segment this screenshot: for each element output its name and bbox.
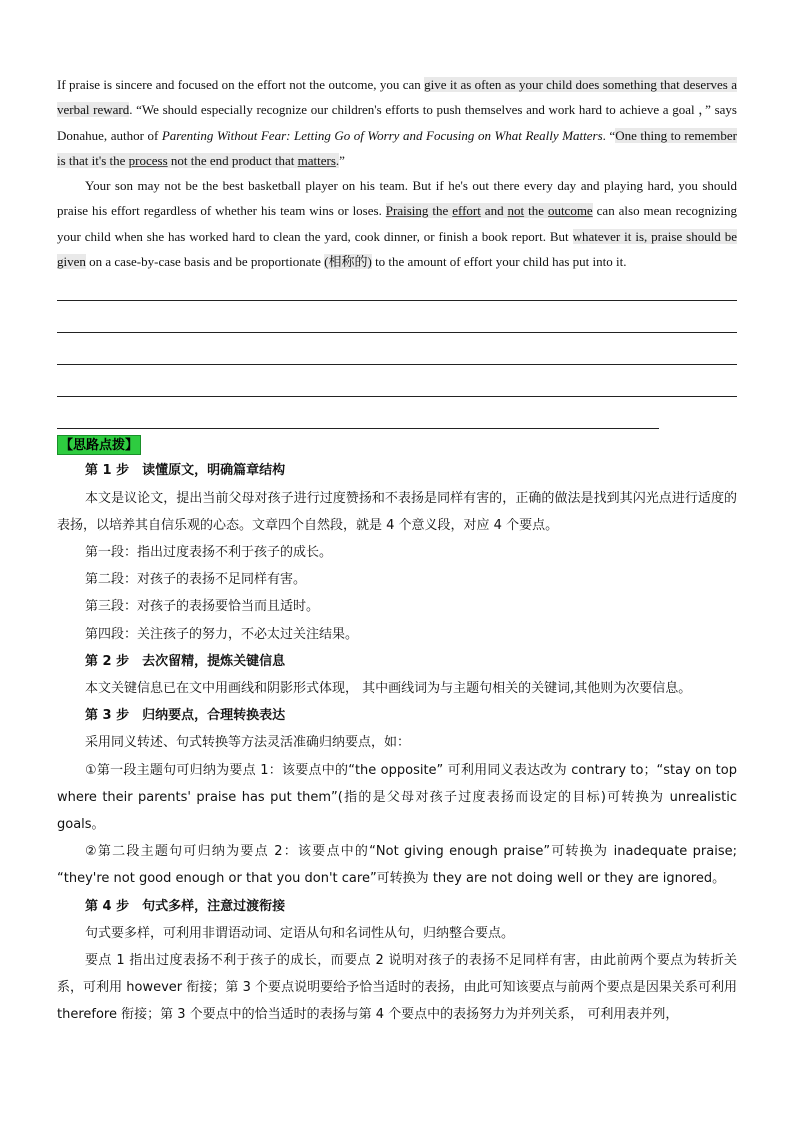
p2-gloss: (相称的)	[324, 254, 372, 270]
step-2-heading: 第 2 步 去次留精，提炼关键信息	[85, 653, 286, 669]
step-4-detail: 要点 1 指出过度表扬不利于孩子的成长，而要点 2 说明对孩子的表扬不足同样有害，由此前两个要点为转折关系，可利用 however 衔接；第 3 个要点说明要给予恰当适时的表扬，由此可知该要点与前两个要点是因果关系可利用 therefore 衔接；第 3 个要点中的恰当适时的表扬与第 4 个要点中的表扬努力为并列关系， 可利用表并列，	[57, 953, 737, 1023]
point-2: 第二段：对孩子的表扬不足同样有害。	[85, 572, 307, 588]
paragraph-1	[57, 72, 737, 173]
answer-line[interactable]	[57, 396, 737, 397]
book-title: Parenting Without Fear: Letting Go of Worry and Focusing on What Really Matters	[161, 127, 603, 143]
keyword-outcome: outcome	[547, 203, 593, 219]
p1-text-d: . “	[602, 127, 616, 143]
point-4: 第四段：关注孩子的努力，不必太过关注结果。	[85, 626, 359, 642]
step-1-heading: 第 1 步 读懂原文，明确篇章结构	[85, 463, 286, 479]
point-3: 第三段：对孩子的表扬要恰当而且适时。	[85, 599, 320, 615]
keyword-matters: matters	[297, 152, 336, 168]
p1-text-a: If praise is sincere and focused on the effort not the outcome, you can	[57, 77, 425, 92]
answer-lines	[57, 300, 737, 429]
answer-line[interactable]	[57, 300, 737, 301]
p1-shaded-b: give it as often as your child does something that deserves a verbal reward	[57, 77, 738, 118]
step-4-heading: 第 4 步 句式多样，注意过渡衔接	[85, 898, 286, 914]
step-2-body: 本文关键信息已在文中用画线和阴影形式体现， 其中画线词为与主题句相关的关键词,其他则为次要信息。	[85, 681, 692, 696]
p2-text-a: Your son may not be the best basketball player on his team. But if he's out there every day and playing hard, you should praise his effort regardless of whether his team wins or loses.	[57, 178, 737, 219]
keyword-effort: effort	[452, 203, 481, 219]
p2-text-b: can also mean recognizing your child when she has worked hard to clean the yard, cook dinner, or finish a book report. But	[57, 203, 737, 244]
step-3-example-2: ②第二段主题句可归纳为要点 2：该要点中的“Not giving enough praise”可转换为 inadequate praise; “they're not good enough or that you don't care”可转换为 they are not doing well or they are ignored。	[57, 844, 737, 887]
step-4-body: 句式要多样，可利用非谓语动词、定语从句和名词性从句，归纳整合要点。	[85, 925, 515, 941]
paragraph-2	[57, 173, 737, 274]
step-1-body: 本文是议论文，提出当前父母对孩子进行过度赞扬和不表扬是同样有害的，正确的做法是找到其闪光点进行适度的表扬，以培养其自信乐观的心态。文章四个自然段，就是 4 个意义段，对应 4 个要点。	[57, 490, 737, 533]
section-tag: 【思路点拨】	[57, 435, 141, 455]
keyword-praising: Praising	[385, 203, 429, 219]
keyword-process: process	[128, 152, 168, 168]
step-3-body: 采用同义转述、句式转换等方法灵活准确归纳要点，如：	[85, 735, 411, 751]
p2-shaded-c: whatever it is, praise should be given	[57, 228, 738, 270]
p2-text-f: to the amount of effort your child has put into it.	[371, 254, 627, 270]
point-1: 第一段：指出过度表扬不利于孩子的成长。	[85, 544, 333, 560]
answer-line[interactable]	[57, 428, 659, 429]
p1-text-c: . “We should especially recognize our children's efforts to push themselves and work hard to achieve a goal ，” says Donahue, author of	[57, 102, 737, 143]
p2-text-d: on a case-by-case basis and be proportionate	[85, 254, 325, 270]
p2-shaded-keywords: Praising the effort and not the outcome	[385, 203, 593, 219]
answer-line[interactable]	[57, 364, 737, 365]
answer-line[interactable]	[57, 332, 737, 333]
step-3-example-1: ①第一段主题句可归纳为要点 1：该要点中的“the opposite” 可利用同义表达改为 contrary to；“stay on top where their parents' praise has put them”(指的是父母对孩子过度表扬而设定的目标)可转换为 unrealistic goals。	[57, 762, 737, 833]
p1-shaded-e: One thing to remember is that it's the process not the end product that matters.	[57, 127, 737, 168]
document-page	[57, 72, 737, 1029]
keyword-not: not	[507, 203, 525, 219]
step-3-heading: 第 3 步 归纳要点，合理转换表达	[85, 708, 286, 724]
p1-text-f: ”	[339, 152, 345, 168]
